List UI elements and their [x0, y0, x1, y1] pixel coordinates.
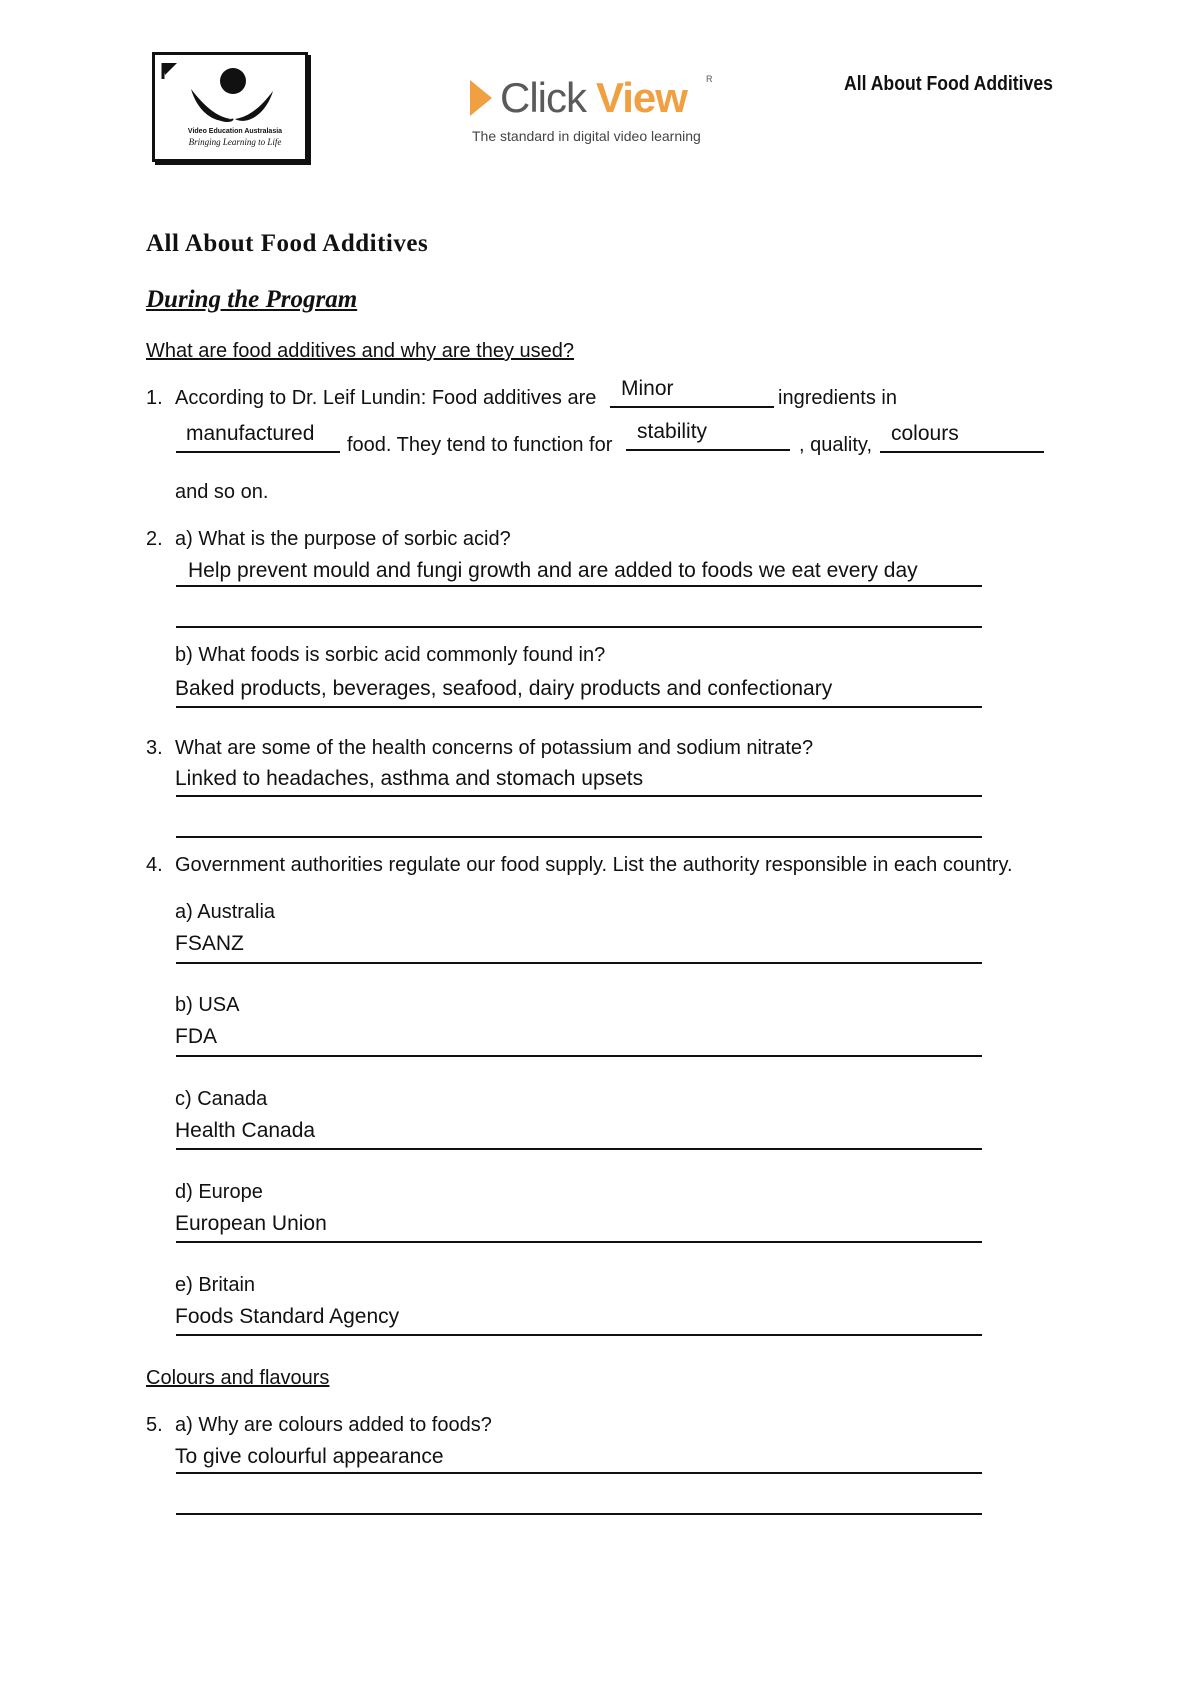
q2b-question: b) What foods is sorbic acid commonly found in? — [175, 644, 606, 666]
q1-number: 1. — [146, 387, 163, 409]
q1-blank3-answer: stability — [637, 420, 708, 443]
q1-text-part4: , quality, — [799, 434, 872, 456]
q4-item-answer: Foods Standard Agency — [175, 1305, 400, 1328]
q5a-answer-line-2 — [176, 1513, 982, 1515]
q1-text-part1: According to Dr. Leif Lundin: Food additives are — [175, 387, 597, 409]
subheading-colours-flavours: Colours and flavours — [146, 1367, 330, 1389]
q4-item-label: d) Europe — [175, 1181, 263, 1203]
q4-item-answer: Health Canada — [175, 1119, 316, 1142]
play-triangle-icon — [466, 78, 494, 118]
q2a-question: a) What is the purpose of sorbic acid? — [175, 528, 511, 550]
clickview-registered-mark: R — [706, 74, 713, 84]
q1-blank3-line — [626, 449, 790, 451]
q4-item-label: b) USA — [175, 994, 240, 1016]
q4-item-answer: FDA — [175, 1025, 217, 1048]
q4-item-line — [176, 1334, 982, 1336]
q2a-answer: Help prevent mould and fungi growth and are added to foods we eat every day — [188, 559, 918, 582]
vea-logo — [152, 52, 308, 162]
q3-answer-line-1 — [176, 795, 982, 797]
clickview-word-click: Click — [500, 74, 586, 121]
q2-number: 2. — [146, 528, 163, 550]
q1-text-part2: ingredients in — [778, 387, 897, 409]
section-heading-during-program: During the Program — [146, 286, 358, 313]
q1-blank2-answer: manufactured — [186, 422, 315, 445]
q1-blank4-line — [880, 451, 1044, 453]
q1-text-part5: and so on. — [175, 481, 269, 503]
q1-blank1-answer: Minor — [621, 377, 674, 400]
q4-item-line — [176, 1055, 982, 1057]
vea-logo-line2: Bringing Learning to Life — [188, 137, 282, 147]
q2a-answer-line-2 — [176, 626, 982, 628]
clickview-tagline: The standard in digital video learning — [472, 128, 701, 144]
q4-item-label: e) Britain — [175, 1274, 256, 1296]
q2a-answer-line-1 — [176, 585, 982, 587]
q1-blank2-line — [176, 451, 340, 453]
subheading-food-additives: What are food additives and why are they used? — [146, 340, 575, 362]
vea-logo-line1: Video Education Australasia — [187, 128, 283, 135]
q3-answer-line-2 — [176, 836, 982, 838]
q1-blank1-line — [610, 406, 774, 408]
q4-number: 4. — [146, 854, 163, 876]
q4-item-line — [176, 1241, 982, 1243]
q3-number: 3. — [146, 737, 163, 759]
q3-question: What are some of the health concerns of potassium and sodium nitrate? — [175, 737, 814, 759]
q5-number: 5. — [146, 1414, 163, 1436]
clickview-word-view: View — [596, 74, 687, 121]
q4-item-line — [176, 962, 982, 964]
running-header-title: All About Food Additives — [844, 73, 1053, 95]
q5a-answer: To give colourful appearance — [175, 1445, 444, 1468]
page-title: All About Food Additives — [146, 230, 429, 257]
clickview-logo — [466, 72, 726, 152]
q5a-answer-line-1 — [176, 1472, 982, 1474]
q1-blank4-answer: colours — [891, 422, 959, 445]
q4-item-answer: FSANZ — [175, 932, 244, 955]
q4-question: Government authorities regulate our food supply. List the authority responsible in each country. — [175, 854, 1013, 876]
q4-item-label: c) Canada — [175, 1088, 268, 1110]
q3-answer: Linked to headaches, asthma and stomach upsets — [175, 767, 644, 790]
q2b-answer: Baked products, beverages, seafood, dairy products and confectionary — [175, 677, 833, 700]
q1-text-part3: food. They tend to function for — [347, 434, 613, 456]
q4-item-answer: European Union — [175, 1212, 327, 1235]
q4-item-label: a) Australia — [175, 901, 276, 923]
q4-item-line — [176, 1148, 982, 1150]
q2b-answer-line — [176, 706, 982, 708]
q5a-question: a) Why are colours added to foods? — [175, 1414, 492, 1436]
